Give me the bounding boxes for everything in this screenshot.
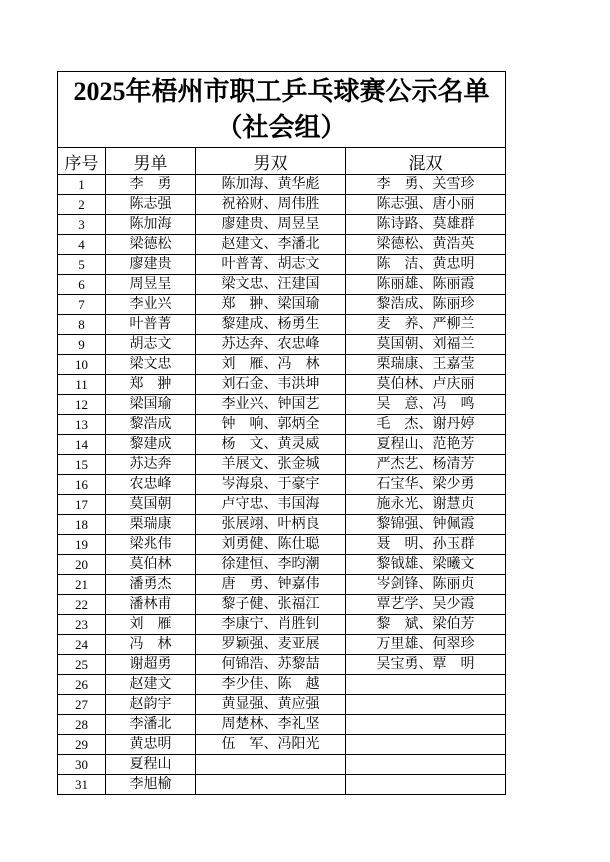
mens-doubles-cell: 廖建贵、周昱呈 — [196, 215, 346, 235]
mens-singles-cell: 郑 翀 — [106, 375, 196, 395]
mens-singles-cell: 梁国瑜 — [106, 395, 196, 415]
table-row — [58, 455, 506, 475]
mens-doubles-cell: 郑 翀、梁国瑜 — [196, 295, 346, 315]
mens-singles-cell: 廖建贵 — [106, 255, 196, 275]
row-number-cell: 29 — [58, 735, 106, 755]
mens-doubles-cell: 岑海泉、于豪宇 — [196, 475, 346, 495]
mens-doubles-cell: 何锦浩、苏黎喆 — [196, 655, 346, 675]
row-number-cell: 3 — [58, 215, 106, 235]
table-row — [58, 275, 506, 295]
table-row — [58, 515, 506, 535]
row-number-cell: 5 — [58, 255, 106, 275]
mens-doubles-cell: 梁文忠、汪建国 — [196, 275, 346, 295]
table-row — [58, 295, 506, 315]
mens-doubles-cell: 罗颖强、麦亚展 — [196, 635, 346, 655]
mens-singles-cell: 潘林甫 — [106, 595, 196, 615]
mens-doubles-cell: 祝裕财、周伟胜 — [196, 195, 346, 215]
table-row — [58, 755, 506, 775]
row-number-cell: 12 — [58, 395, 106, 415]
row-number-cell: 22 — [58, 595, 106, 615]
mixed-doubles-cell: 陈志强、唐小丽 — [346, 195, 506, 215]
column-header-mens-singles: 男单 — [106, 148, 196, 175]
table-row — [58, 175, 506, 195]
mens-singles-cell: 莫伯林 — [106, 555, 196, 575]
mens-doubles-cell: 赵建文、李潘北 — [196, 235, 346, 255]
column-header-mens-doubles: 男双 — [196, 148, 346, 175]
mens-doubles-cell: 李少佳、陈 越 — [196, 675, 346, 695]
mixed-doubles-cell — [346, 735, 506, 755]
table-row — [58, 475, 506, 495]
mixed-doubles-cell: 黎锦强、钟佩霞 — [346, 515, 506, 535]
column-header-mixed-doubles: 混双 — [346, 148, 506, 175]
table-row — [58, 715, 506, 735]
mens-singles-cell: 梁兆伟 — [106, 535, 196, 555]
mixed-doubles-cell: 陈丽雄、陈丽霞 — [346, 275, 506, 295]
mixed-doubles-cell: 岑剑锋、陈丽贞 — [346, 575, 506, 595]
row-number-cell: 30 — [58, 755, 106, 775]
table-row — [58, 735, 506, 755]
table-row — [58, 535, 506, 555]
table-row — [58, 435, 506, 455]
mens-doubles-cell: 杨 文、黄灵威 — [196, 435, 346, 455]
mens-singles-cell: 冯 林 — [106, 635, 196, 655]
mixed-doubles-cell: 黎 斌、梁伯芳 — [346, 615, 506, 635]
mens-doubles-cell: 刘石金、韦洪坤 — [196, 375, 346, 395]
row-number-cell: 1 — [58, 175, 106, 195]
page-title — [58, 72, 506, 148]
table-row — [58, 195, 506, 215]
roster-table — [57, 71, 506, 795]
mens-singles-cell: 李 勇 — [106, 175, 196, 195]
mens-doubles-cell: 徐建恒、李昀潮 — [196, 555, 346, 575]
mens-doubles-cell: 苏达奔、农忠峰 — [196, 335, 346, 355]
mixed-doubles-cell — [346, 715, 506, 735]
mens-singles-cell: 赵韵宇 — [106, 695, 196, 715]
mens-singles-cell: 李潘北 — [106, 715, 196, 735]
table-row — [58, 655, 506, 675]
row-number-cell: 31 — [58, 775, 106, 795]
mens-singles-cell: 农忠峰 — [106, 475, 196, 495]
row-number-cell: 23 — [58, 615, 106, 635]
mens-singles-cell: 赵建文 — [106, 675, 196, 695]
mixed-doubles-cell: 李 勇、关雪珍 — [346, 175, 506, 195]
mens-doubles-cell: 黄显强、黄应强 — [196, 695, 346, 715]
mens-singles-cell: 李业兴 — [106, 295, 196, 315]
mens-singles-cell: 苏达奔 — [106, 455, 196, 475]
mens-singles-cell: 胡志文 — [106, 335, 196, 355]
row-number-cell: 9 — [58, 335, 106, 355]
mixed-doubles-cell: 石宝华、梁少勇 — [346, 475, 506, 495]
row-number-cell: 27 — [58, 695, 106, 715]
mixed-doubles-cell: 莫国朝、刘福兰 — [346, 335, 506, 355]
mixed-doubles-cell — [346, 695, 506, 715]
title-line-1: 2025年梧州市职工乒乓球赛公示名单 — [73, 76, 490, 106]
row-number-cell: 19 — [58, 535, 106, 555]
row-number-cell: 24 — [58, 635, 106, 655]
table-row — [58, 495, 506, 515]
mens-singles-cell: 潘勇杰 — [106, 575, 196, 595]
row-number-cell: 16 — [58, 475, 106, 495]
table-row — [58, 335, 506, 355]
row-number-cell: 2 — [58, 195, 106, 215]
mens-doubles-cell — [196, 755, 346, 775]
column-header-number: 序号 — [58, 148, 106, 175]
mixed-doubles-cell: 夏程山、范艳芳 — [346, 435, 506, 455]
mixed-doubles-cell: 陈 洁、黄忠明 — [346, 255, 506, 275]
row-number-cell: 6 — [58, 275, 106, 295]
mens-singles-cell: 梁德松 — [106, 235, 196, 255]
mixed-doubles-cell: 黎浩成、陈丽珍 — [346, 295, 506, 315]
mixed-doubles-cell: 施永光、谢慧贞 — [346, 495, 506, 515]
mens-doubles-cell: 叶普菁、胡志文 — [196, 255, 346, 275]
mens-singles-cell: 黎建成 — [106, 435, 196, 455]
mens-singles-cell: 莫国朝 — [106, 495, 196, 515]
mixed-doubles-cell: 聂 明、孙玉群 — [346, 535, 506, 555]
mixed-doubles-cell: 吴 意、冯 鸣 — [346, 395, 506, 415]
mixed-doubles-cell: 陈诗路、莫雄群 — [346, 215, 506, 235]
mens-singles-cell: 栗瑞康 — [106, 515, 196, 535]
mens-singles-cell: 陈加海 — [106, 215, 196, 235]
mens-singles-cell: 刘 雁 — [106, 615, 196, 635]
row-number-cell: 7 — [58, 295, 106, 315]
mens-doubles-cell: 钟 响、郭炳全 — [196, 415, 346, 435]
table-row — [58, 675, 506, 695]
mixed-doubles-cell: 栗瑞康、王嘉莹 — [346, 355, 506, 375]
row-number-cell: 11 — [58, 375, 106, 395]
row-number-cell: 28 — [58, 715, 106, 735]
table-row — [58, 235, 506, 255]
mens-singles-cell: 叶普菁 — [106, 315, 196, 335]
table-row — [58, 355, 506, 375]
table-row — [58, 215, 506, 235]
table-body — [58, 175, 506, 795]
mens-singles-cell: 李旭榆 — [106, 775, 196, 795]
row-number-cell: 15 — [58, 455, 106, 475]
row-number-cell: 17 — [58, 495, 106, 515]
mixed-doubles-cell: 麦 养、严柳兰 — [346, 315, 506, 335]
row-number-cell: 8 — [58, 315, 106, 335]
row-number-cell: 21 — [58, 575, 106, 595]
mixed-doubles-cell — [346, 755, 506, 775]
mens-singles-cell: 夏程山 — [106, 755, 196, 775]
mens-singles-cell: 陈志强 — [106, 195, 196, 215]
mixed-doubles-cell: 吴宝勇、覃 明 — [346, 655, 506, 675]
table-row — [58, 255, 506, 275]
mens-singles-cell: 梁文忠 — [106, 355, 196, 375]
table-row — [58, 595, 506, 615]
mens-singles-cell: 周昱呈 — [106, 275, 196, 295]
mens-doubles-cell: 李业兴、钟国艺 — [196, 395, 346, 415]
row-number-cell: 20 — [58, 555, 106, 575]
table-row — [58, 375, 506, 395]
mens-singles-cell: 黎浩成 — [106, 415, 196, 435]
table-row — [58, 555, 506, 575]
mens-doubles-cell: 伍 军、冯阳光 — [196, 735, 346, 755]
row-number-cell: 25 — [58, 655, 106, 675]
table-row — [58, 315, 506, 335]
table-row — [58, 415, 506, 435]
row-number-cell: 14 — [58, 435, 106, 455]
mens-doubles-cell: 刘 雁、冯 林 — [196, 355, 346, 375]
mixed-doubles-cell: 万里雄、何翠珍 — [346, 635, 506, 655]
mens-doubles-cell: 黎建成、杨勇生 — [196, 315, 346, 335]
header-row — [58, 148, 506, 175]
row-number-cell: 10 — [58, 355, 106, 375]
mens-doubles-cell: 羊展文、张金城 — [196, 455, 346, 475]
table-row — [58, 615, 506, 635]
mixed-doubles-cell — [346, 775, 506, 795]
table-row — [58, 575, 506, 595]
mens-doubles-cell: 张展翊、叶柄良 — [196, 515, 346, 535]
table-row — [58, 695, 506, 715]
mens-doubles-cell: 卢守忠、韦国海 — [196, 495, 346, 515]
mens-doubles-cell: 李康宁、肖胜钊 — [196, 615, 346, 635]
mixed-doubles-cell: 毛 杰、谢丹婷 — [346, 415, 506, 435]
mens-doubles-cell: 陈加海、黄华彪 — [196, 175, 346, 195]
mixed-doubles-cell: 梁德松、黄浩英 — [346, 235, 506, 255]
title-line-2: （社会组） — [216, 112, 347, 142]
row-number-cell: 26 — [58, 675, 106, 695]
table-row — [58, 395, 506, 415]
row-number-cell: 4 — [58, 235, 106, 255]
mens-singles-cell: 谢超勇 — [106, 655, 196, 675]
row-number-cell: 13 — [58, 415, 106, 435]
mixed-doubles-cell: 莫伯林、卢庆丽 — [346, 375, 506, 395]
table-row — [58, 635, 506, 655]
mens-singles-cell: 黄忠明 — [106, 735, 196, 755]
mens-doubles-cell: 黎子健、张福江 — [196, 595, 346, 615]
mixed-doubles-cell: 覃艺学、吴少霞 — [346, 595, 506, 615]
mens-doubles-cell: 唐 勇、钟嘉伟 — [196, 575, 346, 595]
mixed-doubles-cell: 严杰艺、杨清芳 — [346, 455, 506, 475]
mens-doubles-cell: 刘勇健、陈仕聪 — [196, 535, 346, 555]
mens-doubles-cell — [196, 775, 346, 795]
title-row — [58, 72, 506, 148]
mens-doubles-cell: 周楚林、李礼坚 — [196, 715, 346, 735]
mixed-doubles-cell — [346, 675, 506, 695]
row-number-cell: 18 — [58, 515, 106, 535]
table-row — [58, 775, 506, 795]
mixed-doubles-cell: 黎钺雄、梁曦文 — [346, 555, 506, 575]
